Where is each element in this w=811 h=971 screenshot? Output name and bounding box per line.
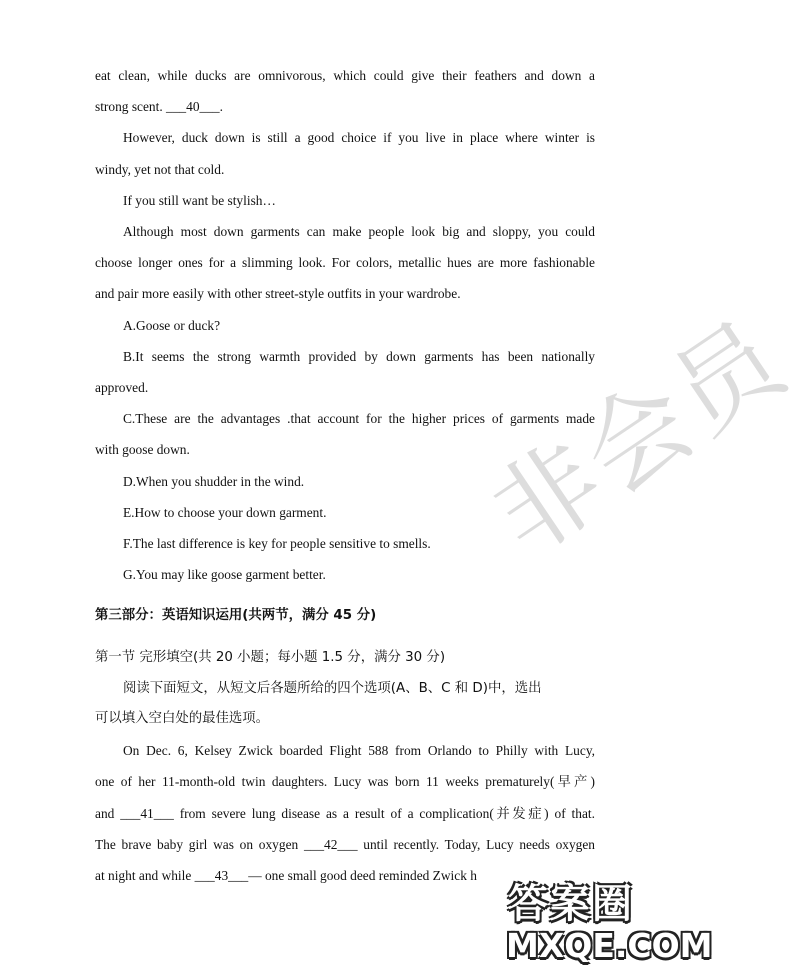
passage-line: If you still want be stylish… <box>123 193 276 208</box>
section-subheading: 第一节 完形填空(共 20 小题；每小题 1.5 分，满分 30 分) <box>95 650 446 665</box>
cloze-line: one of her 11-month-old twin daughters. Lucy was born 11 weeks prematurely(早产) <box>95 774 595 789</box>
cloze-line: On Dec. 6, Kelsey Zwick boarded Flight 588 from Orlando to Philly with Lucy, <box>123 743 595 758</box>
option-f: F.The last difference is key for people sensitive to smells. <box>123 536 431 551</box>
option-b: B.It seems the strong warmth provided by down garments has been nationally <box>123 349 595 364</box>
option-b-cont: approved. <box>95 380 149 395</box>
instruction-line: 可以填入空白处的最佳选项。 <box>95 711 270 726</box>
cloze-line: at night and while ___43___— one small good deed reminded Zwick h <box>95 868 477 883</box>
passage-line: choose longer ones for a slimming look. For colors, metallic hues are more fashionable <box>95 255 595 270</box>
site-logo <box>504 870 713 971</box>
passage-line: Although most down garments can make people look big and sloppy, you could <box>123 224 595 239</box>
watermark: 非会员 <box>470 295 808 579</box>
logo-bottom-text: MXQE.COM <box>506 926 713 965</box>
option-e: E.How to choose your down garment. <box>123 505 327 520</box>
option-a: A.Goose or duck? <box>123 318 221 333</box>
option-g: G.You may like goose garment better. <box>123 567 326 582</box>
passage-line: windy, yet not that cold. <box>95 162 225 177</box>
instruction-line: 阅读下面短文，从短文后各题所给的四个选项(A、B、C 和 D)中，选出 <box>123 681 542 696</box>
cloze-line: and ___41___ from severe lung disease as a result of a complication(并发症) of that. <box>95 806 595 821</box>
cloze-line: The brave baby girl was on oxygen ___42___ until recently. Today, Lucy needs oxygen <box>95 837 595 852</box>
option-d: D.When you shudder in the wind. <box>123 474 305 489</box>
option-c: C.These are the advantages .that account for the higher prices of garments made <box>123 411 595 426</box>
passage-line: eat clean, while ducks are omnivorous, which could give their feathers and down a <box>95 68 595 83</box>
passage-line: and pair more easily with other street-style outfits in your wardrobe. <box>95 286 461 301</box>
logo-top-text: 答案圈 <box>508 881 634 927</box>
section-heading: 第三部分：英语知识运用(共两节，满分 45 分) <box>95 608 377 623</box>
passage-line: strong scent. ___40___. <box>95 99 223 114</box>
option-c-cont: with goose down. <box>95 442 190 457</box>
passage-line: However, duck down is still a good choice if you live in place where winter is <box>123 130 595 145</box>
